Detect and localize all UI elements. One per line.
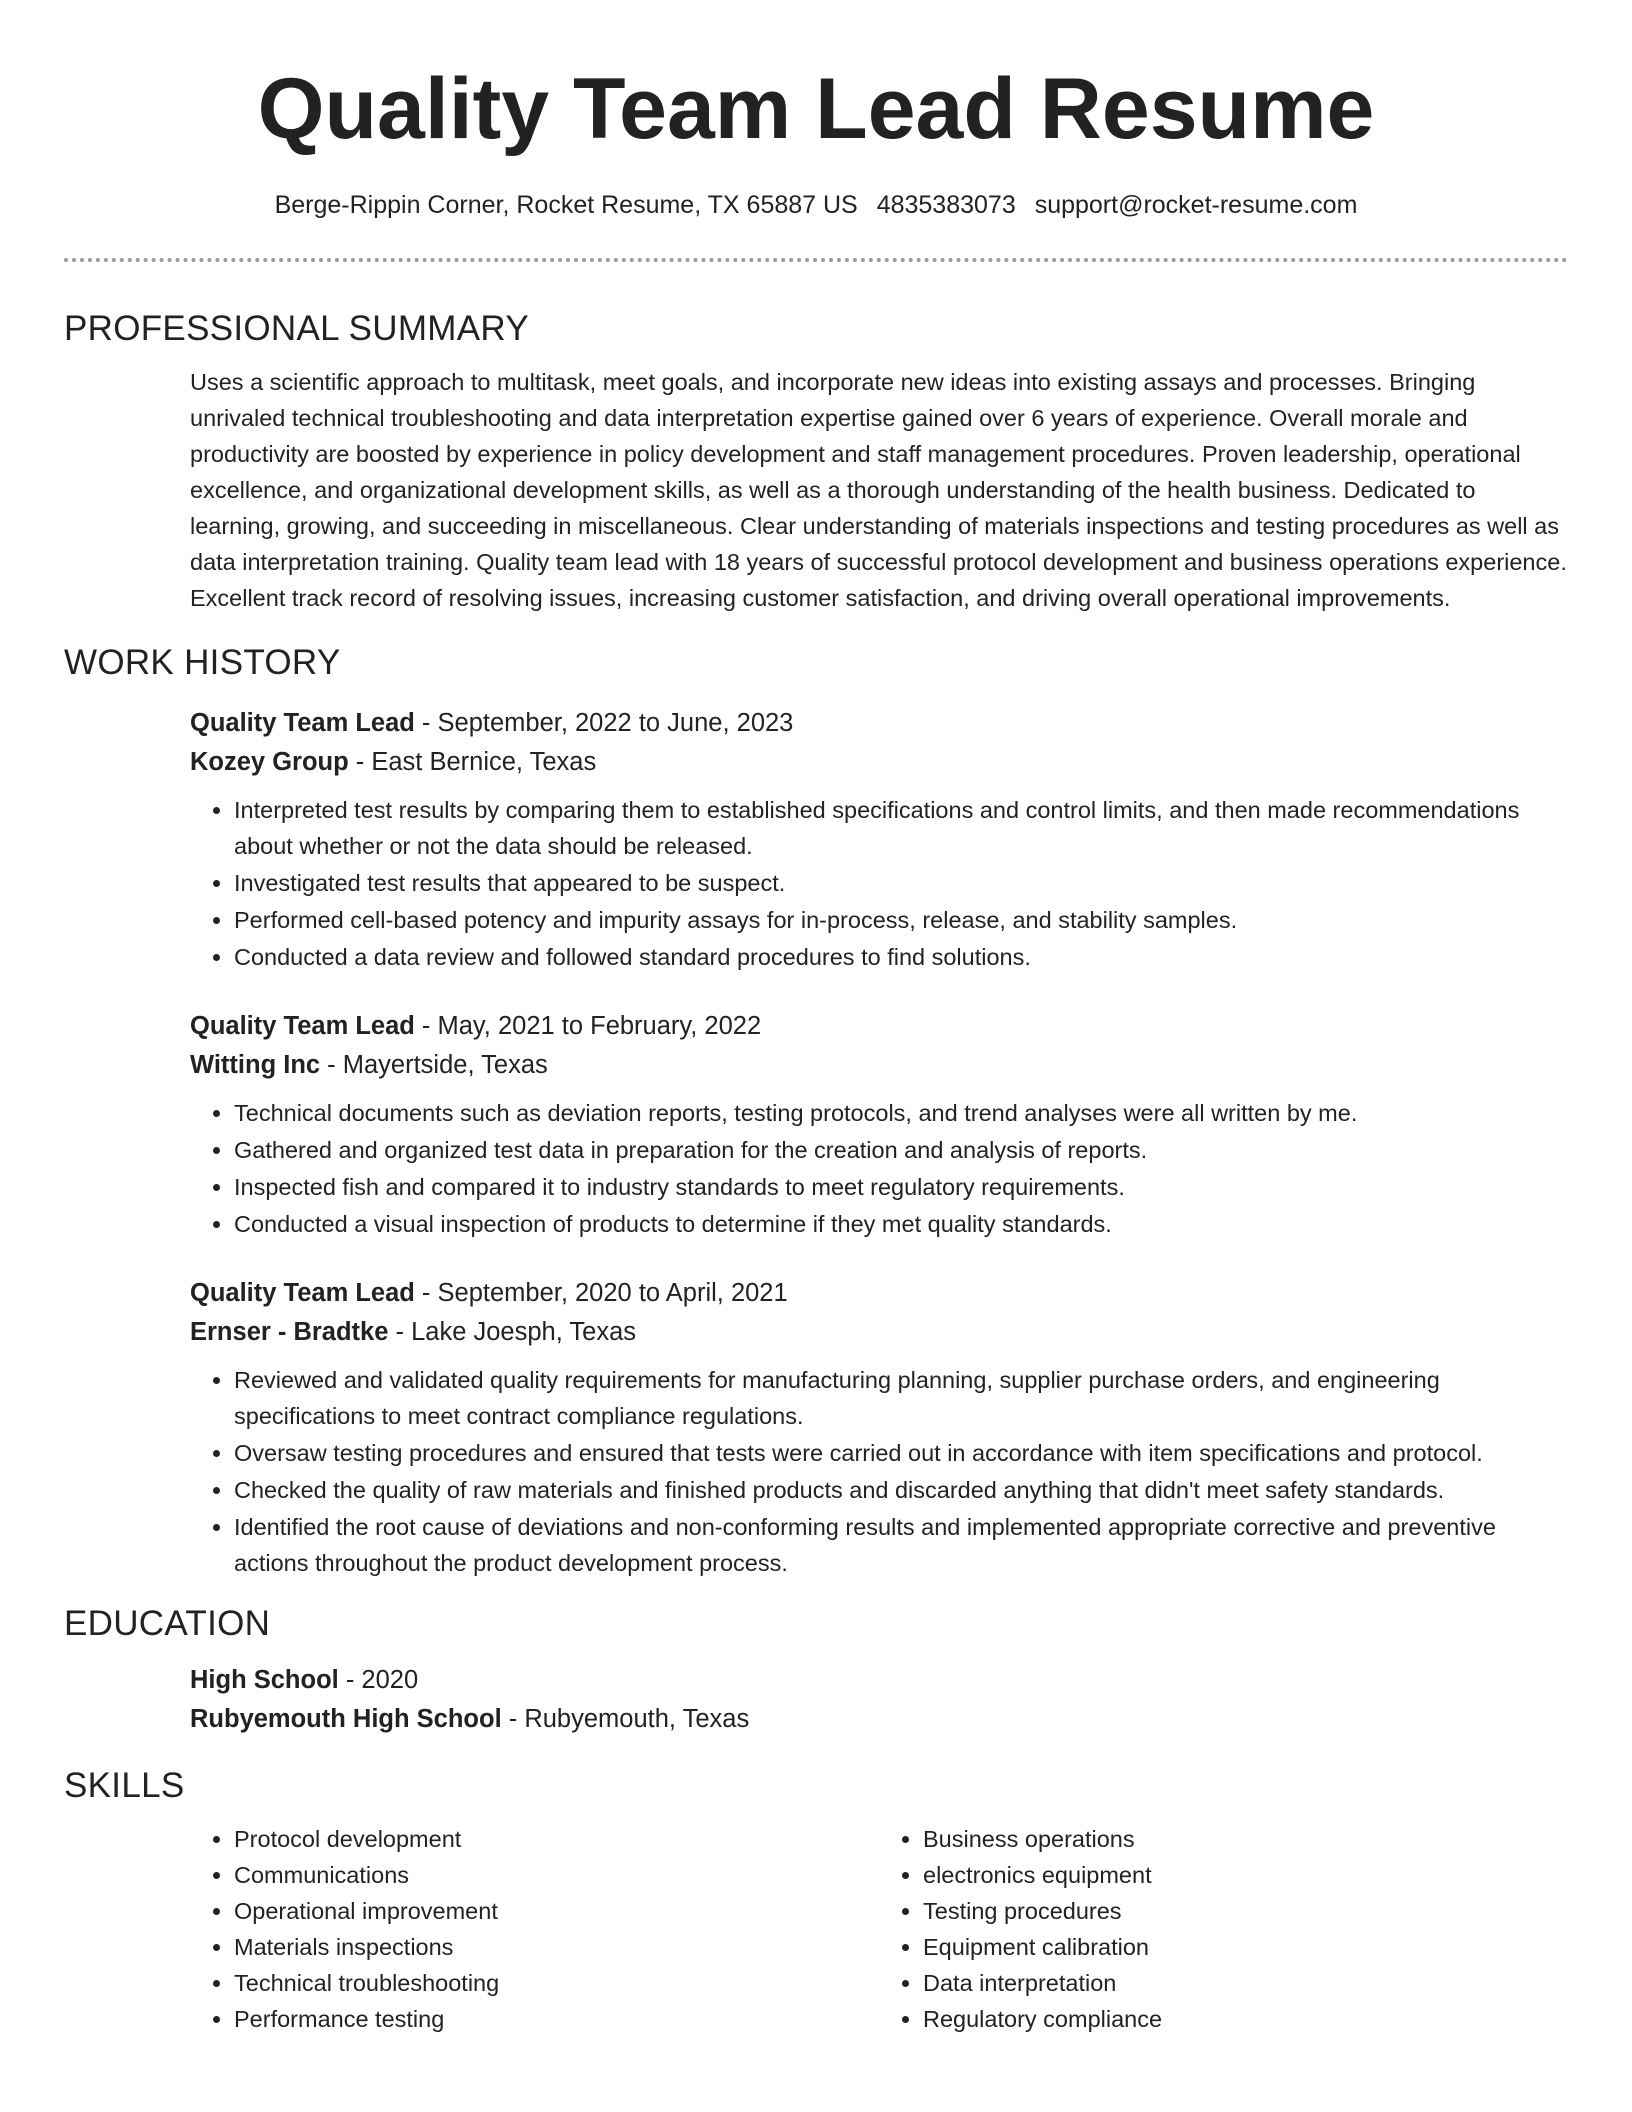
education-heading: EDUCATION	[64, 1604, 271, 1643]
job-bullet: • Identified the root cause of deviations and non-conforming results and implemented appropriate corrective and preventive actions throughout the product development process.	[234, 1509, 1568, 1581]
job-company: Kozey Group	[190, 748, 349, 776]
job-title: Quality Team Lead	[190, 1279, 415, 1307]
job-dates: - September, 2022 to June, 2023	[414, 709, 794, 737]
resume-title: Quality Team Lead Resume	[257, 61, 1375, 157]
header-divider	[64, 258, 1568, 262]
skill-item: • Testing procedures	[923, 1893, 1568, 1929]
skill-item: • Materials inspections	[234, 1929, 879, 1965]
job-bullet: • Checked the quality of raw materials and finished products and discarded anything that didn't meet safety standards.	[234, 1472, 1568, 1508]
skills-heading: SKILLS	[64, 1766, 185, 1805]
skill-item: • Communications	[234, 1857, 879, 1893]
job-dates: - May, 2021 to February, 2022	[414, 1012, 762, 1040]
job-bullet: • Gathered and organized test data in preparation for the creation and analysis of reports.	[234, 1132, 1568, 1168]
job-dates: - September, 2020 to April, 2021	[414, 1279, 788, 1307]
summary-heading: PROFESSIONAL SUMMARY	[64, 309, 529, 348]
job-location: - Lake Joesph, Texas	[388, 1318, 637, 1346]
job-company: Ernser - Bradtke	[190, 1318, 389, 1346]
job-entry	[190, 1274, 1568, 1581]
job-title-line	[190, 1007, 1568, 1046]
job-bullet: • Performed cell-based potency and impurity assays for in-process, release, and stability samples.	[234, 902, 1568, 938]
job-entry	[190, 1007, 1568, 1242]
job-company-line	[190, 743, 1568, 782]
work-history-heading: WORK HISTORY	[64, 643, 341, 682]
education-school: Rubyemouth High School	[190, 1705, 502, 1733]
job-bullet: • Interpreted test results by comparing them to established specifications and control limits, and then made recommendations about whether or not the data should be released.	[234, 792, 1568, 864]
email-text: support@rocket-resume.com	[1034, 191, 1358, 219]
summary-text: Uses a scientific approach to multitask, meet goals, and incorporate new ideas into existing assays and processes. Bringing unrivaled technical troubleshooting and data interpretation expertise gained over 6 years of experience. Overall morale and productivity are boosted by experience in policy development and staff management procedures. Proven leadership, operational excellence, and organizational development skills, as well as a thorough understanding of the health business. Dedicated to learning, growing, and succeeding in miscellaneous. Clear understanding of materials inspections and testing procedures as well as data interpretation training. Quality team lead with 18 years of successful protocol development and business operations experience. Excellent track record of resolving issues, increasing customer satisfaction, and driving overall operational improvements.	[190, 369, 1567, 611]
skill-item: • Operational improvement	[234, 1893, 879, 1929]
skill-item: • Equipment calibration	[923, 1929, 1568, 1965]
job-bullet: • Oversaw testing procedures and ensured that tests were carried out in accordance with item specifications and protocol.	[234, 1435, 1568, 1471]
job-bullets	[190, 1362, 1568, 1581]
job-location: - Mayertside, Texas	[320, 1051, 548, 1079]
skills-list-left	[190, 1821, 879, 2037]
job-bullets	[190, 792, 1568, 975]
job-bullet: • Investigated test results that appeared to be suspect.	[234, 865, 1568, 901]
job-location: - East Bernice, Texas	[348, 748, 597, 776]
education-location: - Rubyemouth, Texas	[501, 1705, 750, 1733]
job-entry	[190, 704, 1568, 975]
skill-item: • Business operations	[923, 1821, 1568, 1857]
education-entry	[190, 1661, 1568, 1739]
phone-text: 4835383073	[876, 191, 1016, 219]
education-degree: High School	[190, 1666, 339, 1694]
job-title: Quality Team Lead	[190, 1012, 415, 1040]
job-bullet: • Reviewed and validated quality requirements for manufacturing planning, supplier purchase orders, and engineering specifications to meet contract compliance regulations.	[234, 1362, 1568, 1434]
education-year: - 2020	[338, 1666, 419, 1694]
job-bullet: • Conducted a visual inspection of products to determine if they met quality standards.	[234, 1206, 1568, 1242]
skill-item: • electronics equipment	[923, 1857, 1568, 1893]
skills-columns	[190, 1821, 1568, 2037]
job-company-line	[190, 1313, 1568, 1352]
job-company: Witting Inc	[190, 1051, 321, 1079]
skill-item: • Technical troubleshooting	[234, 1965, 879, 2001]
job-title-line	[190, 704, 1568, 743]
job-title: Quality Team Lead	[190, 709, 415, 737]
job-bullet: • Technical documents such as deviation reports, testing protocols, and trend analyses were all written by me.	[234, 1095, 1568, 1131]
skills-list-right	[879, 1821, 1568, 2037]
address-text: Berge-Rippin Corner, Rocket Resume, TX 65887 US	[274, 191, 858, 219]
job-title-line	[190, 1274, 1568, 1313]
resume-page	[64, 0, 1568, 2112]
contact-line	[64, 188, 1568, 222]
skill-item: • Data interpretation	[923, 1965, 1568, 2001]
job-bullet: • Conducted a data review and followed standard procedures to find solutions.	[234, 939, 1568, 975]
job-bullet: • Inspected fish and compared it to industry standards to meet regulatory requirements.	[234, 1169, 1568, 1205]
job-company-line	[190, 1046, 1568, 1085]
education-school-line	[190, 1700, 1568, 1739]
skill-item: • Protocol development	[234, 1821, 879, 1857]
education-degree-line	[190, 1661, 1568, 1700]
job-bullets	[190, 1095, 1568, 1242]
skill-item: • Regulatory compliance	[923, 2001, 1568, 2037]
skill-item: • Performance testing	[234, 2001, 879, 2037]
